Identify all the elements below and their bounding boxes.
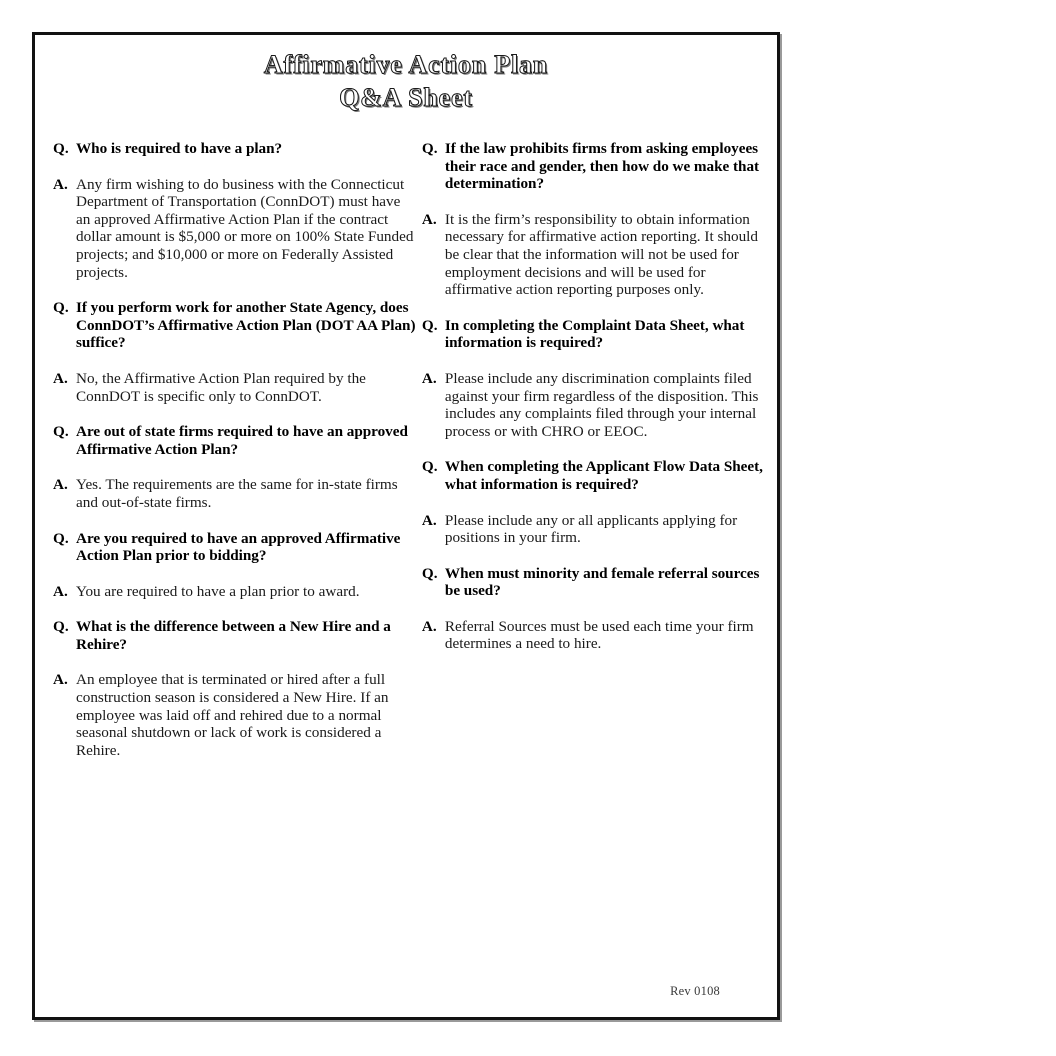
qa-answer [53, 176, 416, 282]
answer-text: Please include any discrimination complaints filed against your firm regardless of the disposition. This includes any complaints filed through your internal process or with CHRO or EEOC. [444, 369, 759, 440]
title-line-1: Affirmative Action Plan [263, 50, 549, 79]
answer-text: An employee that is terminated or hired after a full construction season is considered a New Hire. If an employee was laid off and rehired due to a normal seasonal shutdown or lack of work is considered a Rehire. [76, 671, 389, 759]
question-text: When completing the Applicant Flow Data Sheet, what information is required? [444, 458, 763, 493]
question-marker: Q. [421, 458, 438, 476]
qa-column-left [36, 140, 422, 759]
answer-marker: A. [421, 210, 437, 228]
qa-question [422, 317, 768, 352]
answer-marker: A. [53, 476, 68, 494]
question-text: Are out of state firms required to have an approved Affirmative Action Plan? [76, 423, 408, 458]
answer-text: You are required to have a plan prior to award. [76, 582, 360, 600]
qa-question [53, 618, 416, 653]
qa-answer [422, 618, 768, 653]
answer-text: No, the Affirmative Action Plan required by the ConnDOT is specific only to ConnDOT. [76, 369, 366, 405]
answer-marker: A. [53, 671, 68, 689]
question-text: Are you required to have an approved Affirmative Action Plan prior to bidding? [76, 529, 401, 565]
question-marker: Q. [421, 316, 438, 334]
question-text: If the law prohibits firms from asking employees their race and gender, then how do we make that determination? [444, 140, 760, 193]
question-marker: Q. [53, 529, 69, 547]
qa-answer [422, 512, 768, 547]
qa-answer [53, 476, 416, 511]
qa-answer [53, 671, 416, 759]
answer-marker: A. [421, 369, 437, 387]
qa-answer [53, 370, 416, 405]
qa-columns [36, 140, 776, 759]
answer-text: Please include any or all applicants applying for positions in your firm. [444, 511, 738, 547]
answer-text: Any firm wishing to do business with the Connecticut Department of Transportation (ConnDOT) must have an approved Affirmative Action Plan if the contract dollar amount is $5,000 or more on 100% State Funded projects; and $10,000 or more on Federally Assisted projects. [76, 175, 414, 281]
question-marker: Q. [53, 299, 69, 317]
question-text: If you perform work for another State Agency, does ConnDOT’s Affirmative Action Plan (DOT AA Plan) suffice? [76, 299, 416, 352]
answer-text: It is the firm’s responsibility to obtain information necessary for affirmative action reporting. It should be clear that the information will not be used for employment decisions and will be used for affirmative action reporting purposes only. [444, 210, 758, 299]
answer-marker: A. [53, 175, 68, 193]
qa-question [53, 423, 416, 458]
answer-marker: A. [421, 511, 437, 529]
question-text: Who is required to have a plan? [76, 140, 283, 157]
answer-text: Referral Sources must be used each time your firm determines a need to hire. [444, 617, 754, 653]
answer-marker: A. [53, 369, 68, 387]
qa-answer [422, 211, 768, 299]
title-line-2: Q&A Sheet [339, 83, 473, 112]
qa-answer [53, 583, 416, 601]
qa-column-right [422, 140, 776, 653]
revision-footer: Rev 0108 [670, 984, 720, 998]
answer-text: Yes. The requirements are the same for in-state firms and out-of-state firms. [76, 476, 398, 511]
question-text: When must minority and female referral sources be used? [444, 564, 760, 600]
qa-question [422, 140, 768, 193]
qa-question [53, 140, 416, 158]
question-marker: Q. [53, 423, 69, 441]
qa-question [422, 565, 768, 600]
question-text: In completing the Complaint Data Sheet, what information is required? [444, 316, 745, 352]
qa-question [422, 458, 768, 493]
question-marker: Q. [421, 564, 438, 582]
page-title [36, 48, 776, 114]
page-inner-border [35, 35, 777, 1017]
answer-marker: A. [421, 617, 437, 635]
question-marker: Q. [421, 140, 438, 157]
qa-question [53, 530, 416, 565]
answer-marker: A. [53, 582, 68, 600]
document-page [32, 32, 780, 1020]
question-text: What is the difference between a New Hire and a Rehire? [76, 618, 391, 653]
qa-answer [422, 370, 768, 440]
question-marker: Q. [53, 618, 69, 636]
question-marker: Q. [53, 140, 69, 157]
qa-question [53, 299, 416, 352]
